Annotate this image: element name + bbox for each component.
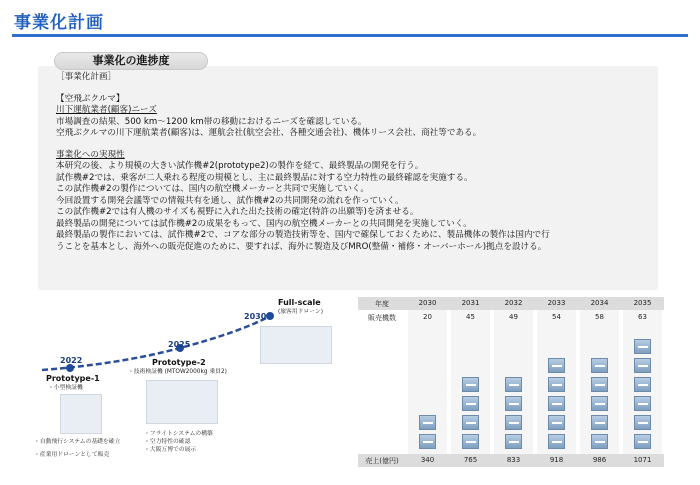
prototype-2-image (146, 380, 218, 424)
aircraft-icon (548, 358, 565, 373)
plan-p2-line-4: 今回設置する開発会議等での情報共有を通し、試作機#2の共同開発の流れを作っていく。 (56, 195, 404, 206)
title-bar (0, 0, 700, 40)
plan-p1-heading: 【空飛ぶクルマ】 (56, 93, 125, 104)
aircraft-icon (462, 415, 479, 430)
aircraft-icon (591, 396, 608, 411)
milestone-prototype-1: Prototype-1 (46, 374, 100, 383)
aircraft-icon (634, 377, 651, 392)
aircraft-icon (548, 377, 565, 392)
table-units-cell: 20 (423, 313, 432, 321)
table-year-cell: 2034 (590, 299, 609, 307)
aircraft-icon (548, 434, 565, 449)
plan-p1-subheading: 川下運航業者(顧客)ニーズ (56, 105, 157, 115)
prototype-1-note-1: ・自動飛行システムの基礎を確立 (34, 439, 121, 445)
table-units-cell: 49 (509, 313, 518, 321)
aircraft-icon (505, 434, 522, 449)
table-units-cell: 63 (638, 313, 647, 321)
table-year-cell: 2030 (418, 299, 437, 307)
milestone-prototype-2: Prototype-2 (152, 358, 206, 367)
table-year-cell: 2031 (461, 299, 480, 307)
aircraft-icon (462, 434, 479, 449)
aircraft-icon (591, 434, 608, 449)
table-year-cell: 2033 (547, 299, 566, 307)
table-revenue-cell: 986 (592, 456, 607, 464)
plan-p1-line-2: 空飛ぶクルマの川下運航業者(顧客)は、運航会社(航空会社、各種交通会社)、機体リース会社、商社等である。 (56, 128, 482, 138)
table-revenue-cell: 918 (549, 456, 564, 464)
aircraft-icon (591, 415, 608, 430)
full-scale-image (260, 326, 332, 364)
units-row-label: 販売機数 (368, 314, 396, 322)
milestone-dot-2022 (66, 364, 74, 372)
plan-p2-heading: 事業化への実現性 (56, 149, 125, 160)
aircraft-icon (634, 339, 651, 354)
table-revenue-cell: 833 (506, 456, 521, 464)
aircraft-icon (634, 415, 651, 430)
aircraft-icon (462, 396, 479, 411)
table-revenue-cell: 1071 (633, 456, 652, 464)
prototype-1-subtitle: ・小型検証機 (48, 385, 83, 391)
aircraft-icon (591, 358, 608, 373)
table-year-cell: 2035 (633, 299, 652, 307)
aircraft-icon (419, 434, 436, 449)
plan-p1-line-1: 市場調査の結果、500 km〜1200 km帯の移動におけるニーズを確認している。 (56, 116, 367, 127)
plan-p2-line-3: この試作機#2の製作については、国内の航空機メーカーと共同で実施していく。 (56, 184, 369, 194)
table-units-cell: 58 (595, 313, 604, 321)
milestone-full-scale: Full-scale (278, 298, 321, 307)
section-tag: 事業化の進捗度 (54, 52, 208, 70)
aircraft-icon (505, 377, 522, 392)
prototype-2-note-1: ・フライトシステムの構築 (144, 431, 213, 437)
plan-p2-line-1: 本研究の後、より規模の大きい試作機#2(prototype2)の製作を経て、最終製品の開発を行う。 (56, 161, 424, 171)
aircraft-icon (548, 396, 565, 411)
table-year-cell: 2032 (504, 299, 523, 307)
full-scale-subtitle: (旅客用ドローン) (278, 309, 323, 315)
aircraft-icon (548, 415, 565, 430)
aircraft-icon (634, 358, 651, 373)
table-revenue-cell: 765 (463, 456, 478, 464)
plan-header: ［事業化計画］ (56, 72, 117, 82)
aircraft-icon (505, 396, 522, 411)
aircraft-icon (462, 377, 479, 392)
aircraft-icon (634, 396, 651, 411)
prototype-2-subtitle: ・技術検証機 (MTOW2000kg 乗員2) (128, 369, 227, 375)
page-title: 事業化計画 (14, 13, 104, 33)
aircraft-icon (634, 434, 651, 449)
sales-forecast-table (358, 297, 664, 467)
plan-p2-line-2: 試作機#2では、乗客が二人乗れる程度の規模とし、主に最終製品に対する空力特性の最終確認を実施する。 (56, 172, 473, 183)
prototype-1-image (60, 394, 102, 434)
prototype-1-note-2: ・産業用ドローンとして販売 (34, 452, 110, 458)
table-units-cell: 45 (466, 313, 475, 321)
year-column-header: 年度 (375, 300, 389, 308)
plan-p2-line-5: この試作機#2では有人機のサイズも視野に入れた出た技術の確定(特許の出願等)を済ませる。 (56, 207, 419, 217)
table-revenue-cell: 340 (420, 456, 435, 464)
prototype-2-note-2: ・空力特性の確認 (144, 439, 191, 445)
prototype-2-note-3: ・大阪万博での展示 (144, 447, 197, 453)
aircraft-icon (419, 415, 436, 430)
year-2030: 2030 (244, 312, 267, 321)
milestone-dot-2030 (266, 312, 274, 320)
title-underline (12, 34, 688, 37)
aircraft-icon (505, 415, 522, 430)
table-column-bg (408, 310, 447, 454)
plan-p2-line-8: うことを基本とし、海外への販売促進のために、要すれば、海外に製造及びMRO(整備・補修・オーバーホール)拠点を設ける。 (56, 241, 547, 252)
plan-text (56, 72, 656, 253)
roadmap-timeline (30, 298, 360, 478)
year-2025: 2025 (168, 340, 191, 349)
table-units-cell: 54 (552, 313, 561, 321)
revenue-row-label: 売上(億円) (365, 457, 399, 465)
year-2022: 2022 (60, 356, 83, 365)
plan-p2-line-6: 最終製品の開発については試作機#2の成果をもって、国内の航空機メーカーとの共同開発を実施していく。 (56, 218, 472, 229)
plan-p2-line-7: 最終製品の製作においては、試作機#2で、コアな部分の製造技術等を、国内で確保しておくために、製品機体の製作は国内で行 (56, 230, 550, 240)
aircraft-icon (591, 377, 608, 392)
